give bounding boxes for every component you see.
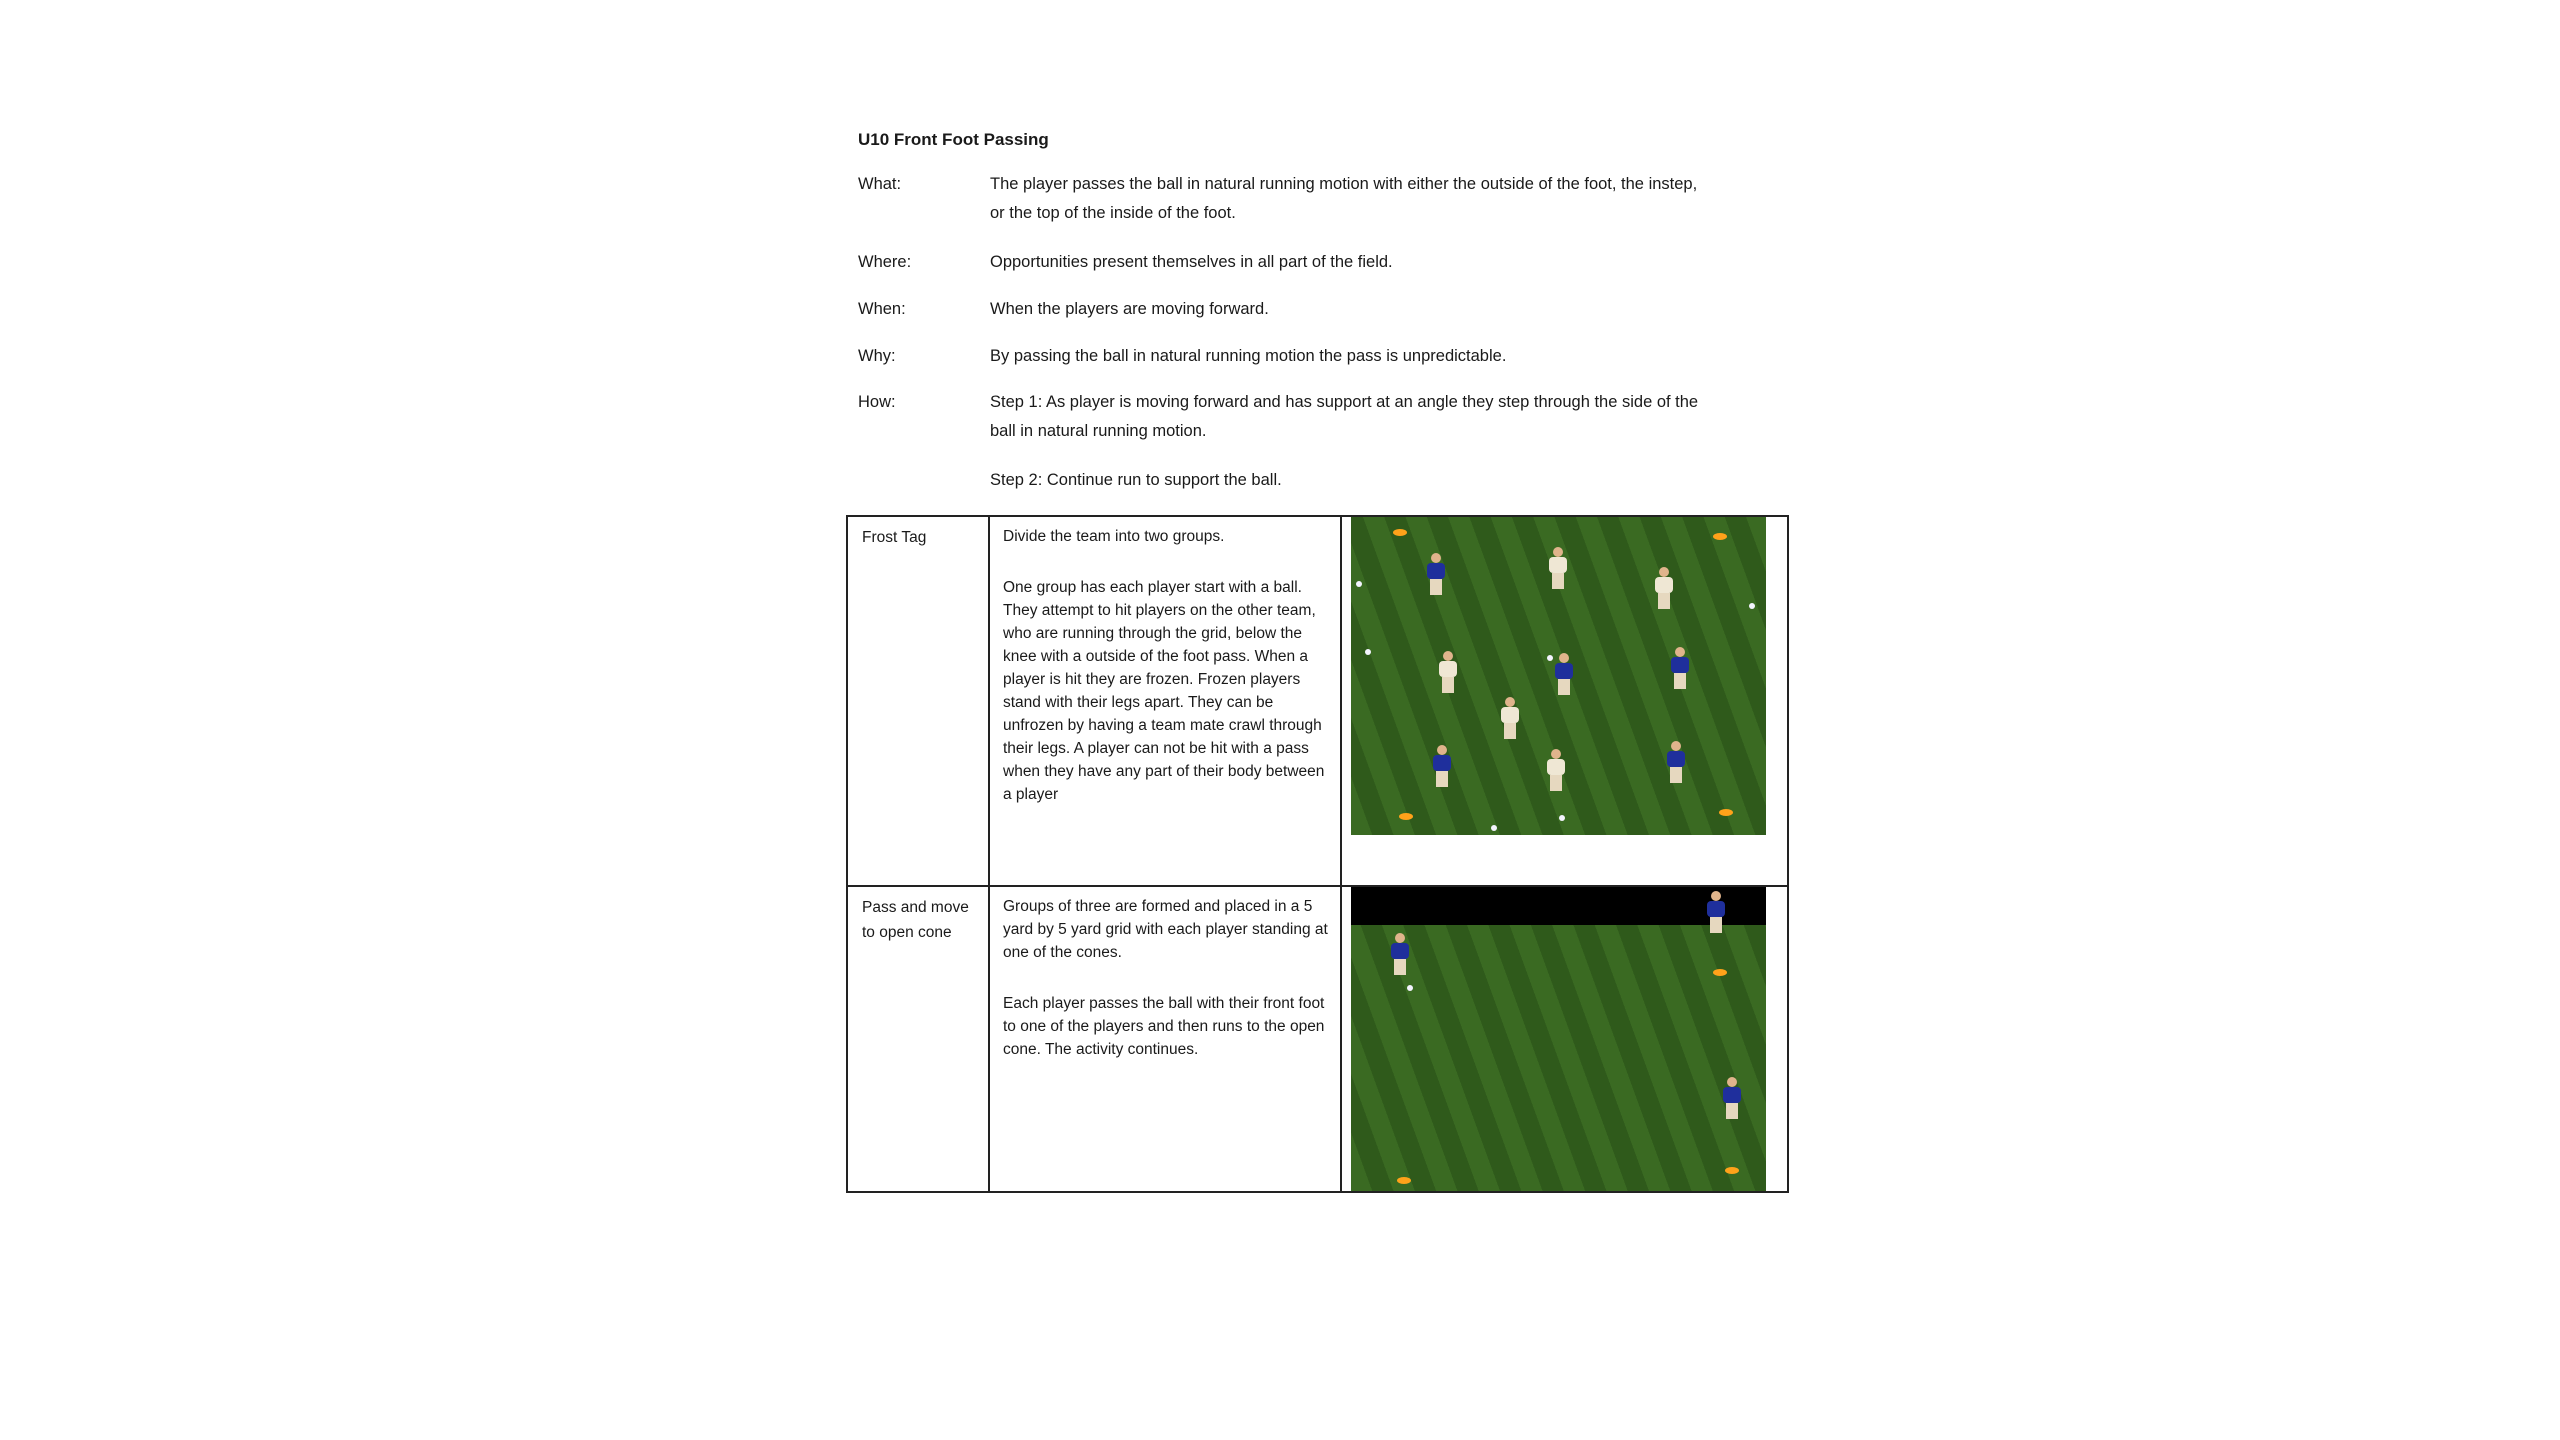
- when-label: When:: [858, 300, 906, 318]
- ball: [1559, 815, 1565, 821]
- cone: [1393, 529, 1407, 536]
- cone: [1399, 813, 1413, 820]
- player-white: [1653, 567, 1675, 609]
- drills-table: [846, 515, 1789, 1193]
- ball: [1356, 581, 1362, 587]
- drill-paragraph: Groups of three are formed and placed in a 5 yard by 5 yard grid with each player standing at one of the cones.: [1003, 898, 1328, 961]
- what-label: What:: [858, 175, 902, 193]
- where-text: Opportunities present themselves in all part of the field.: [990, 253, 1393, 271]
- how-step-1: Step 1: As player is moving forward and has support at an angle they step through the side of the ball in natural running motion.: [990, 393, 1699, 440]
- drill-image-cell: [1341, 886, 1788, 1192]
- player-blue: [1431, 745, 1453, 787]
- player-blue: [1705, 891, 1727, 933]
- why-text: By passing the ball in natural running motion the pass is unpredictable.: [990, 347, 1507, 365]
- player-white: [1547, 547, 1569, 589]
- ball: [1491, 825, 1497, 831]
- drill-row-frost-tag: [847, 516, 1788, 886]
- player-blue: [1389, 933, 1411, 975]
- drill-image-cell: [1341, 516, 1788, 886]
- drill-paragraph: Divide the team into two groups.: [1003, 528, 1225, 545]
- player-blue: [1553, 653, 1575, 695]
- drill-row-pass-and-move: [847, 886, 1788, 1192]
- where-label: Where:: [858, 253, 912, 271]
- ball: [1749, 603, 1755, 609]
- cone: [1725, 1167, 1739, 1174]
- drill-paragraph: One group has each player start with a ball. They attempt to hit players on the other team, who are running through the grid, below the knee with a outside of the foot pass. When a player is hit they are frozen. Frozen players stand with their legs apart. They can be unfrozen by having a team mate crawl through their legs. A player can not be hit with a pass when they have any part of their body between a player: [1003, 579, 1325, 803]
- drill-description: [989, 886, 1341, 1192]
- frost-tag-field-image: [1351, 517, 1766, 835]
- drill-paragraph: Each player passes the ball with their front foot to one of the players and then runs to the open cone. The activity continues.: [1003, 995, 1325, 1058]
- when-text: When the players are moving forward.: [990, 300, 1269, 318]
- cone: [1713, 533, 1727, 540]
- player-white: [1545, 749, 1567, 791]
- cone: [1719, 809, 1733, 816]
- how-label: How:: [858, 393, 896, 411]
- ball: [1407, 985, 1413, 991]
- player-blue: [1425, 553, 1447, 595]
- ball: [1365, 649, 1371, 655]
- player-white: [1499, 697, 1521, 739]
- image-top-bar: [1351, 887, 1766, 925]
- drill-description: [989, 516, 1341, 886]
- player-white: [1437, 651, 1459, 693]
- pass-and-move-field-image: [1351, 887, 1766, 1191]
- player-blue: [1669, 647, 1691, 689]
- drill-name: Frost Tag: [847, 516, 989, 886]
- player-blue: [1665, 741, 1687, 783]
- cone: [1397, 1177, 1411, 1184]
- how-step-2: Step 2: Continue run to support the ball.: [990, 471, 1282, 489]
- player-blue: [1721, 1077, 1743, 1119]
- drill-name: Pass and move to open cone: [847, 886, 989, 1192]
- what-text: The player passes the ball in natural running motion with either the outside of the foot, the instep, or the top of the inside of the foot.: [990, 175, 1698, 222]
- cone: [1713, 969, 1727, 976]
- why-label: Why:: [858, 347, 896, 365]
- document-title: U10 Front Foot Passing: [858, 130, 1049, 149]
